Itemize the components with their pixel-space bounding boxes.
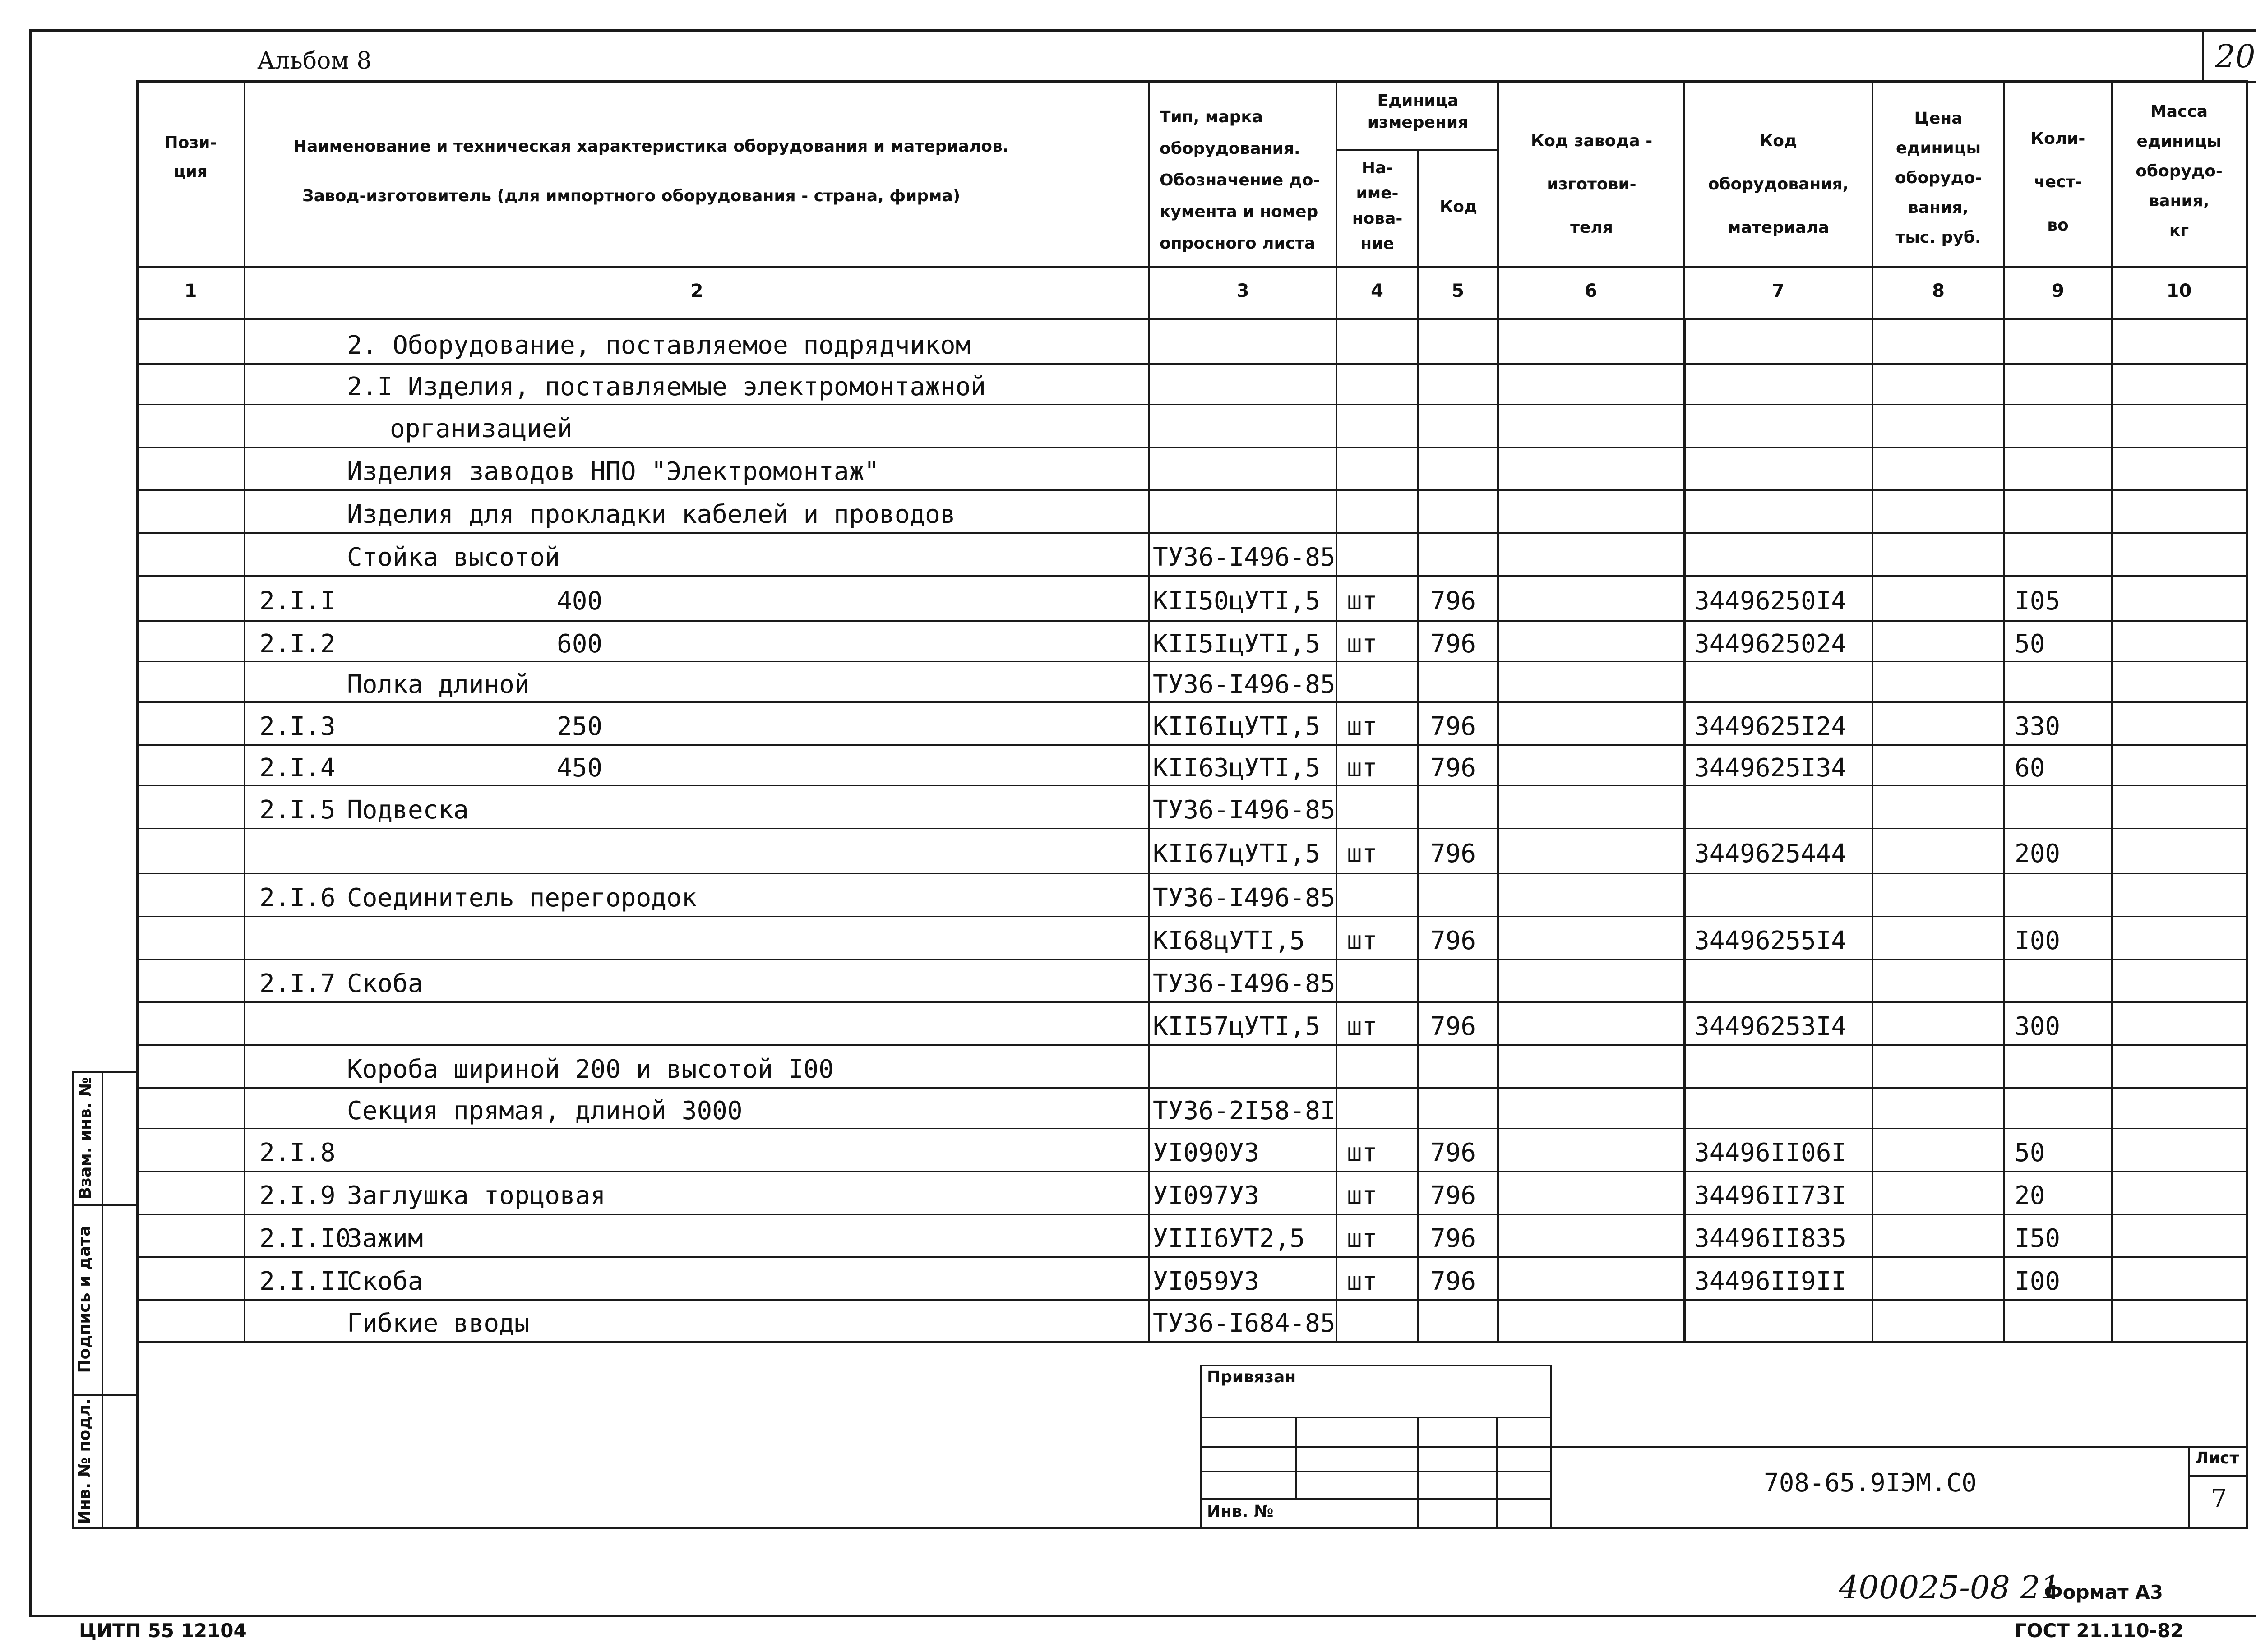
header-quantity: Коли- чест- во (2030, 129, 2085, 235)
unit-name-cell: шт (1347, 1011, 1378, 1041)
table-row (0, 1044, 2256, 1087)
table-row (0, 1001, 2256, 1044)
name-cell: Гибкие вводы (347, 1309, 530, 1338)
name-cell: Заглушка торцовая (347, 1181, 606, 1210)
position-cell: 2.I.4 (259, 753, 336, 783)
table-row (0, 744, 2256, 785)
unit-name-cell: шт (1347, 926, 1378, 955)
quantity-cell: 300 (2015, 1011, 2061, 1041)
equipment-code-cell: 3449625I34 (1694, 753, 1847, 783)
unit-code-cell: 796 (1430, 1138, 1476, 1167)
table-row (0, 785, 2256, 828)
name-cell: 400 (557, 586, 603, 616)
column-number: 5 (1452, 281, 1464, 301)
type-cell: ТУ36-I684-85 (1153, 1309, 1336, 1338)
header-unit-group: Единица измерения (1367, 92, 1469, 132)
name-cell: Полка длиной (347, 670, 530, 699)
header-position: Пози- ция (164, 134, 217, 181)
name-cell: 250 (557, 711, 603, 741)
quantity-cell: 20 (2015, 1181, 2045, 1210)
table-row (0, 1128, 2256, 1171)
unit-name-cell: шт (1347, 1181, 1378, 1210)
position-cell: 2.I.8 (259, 1138, 336, 1167)
name-cell: 2. Оборудование, поставляемое подрядчиком (347, 330, 971, 360)
position-cell: 2.I.3 (259, 711, 336, 741)
quantity-cell: 50 (2015, 1138, 2045, 1167)
quantity-cell: 50 (2015, 629, 2045, 659)
position-cell: 2.I.5 (259, 795, 336, 825)
type-cell: УI059У3 (1153, 1266, 1260, 1296)
quantity-cell: 330 (2015, 711, 2061, 741)
position-cell: 2.I.7 (259, 969, 336, 998)
table-row (0, 489, 2256, 532)
table-row (0, 828, 2256, 873)
type-cell: ТУ36-I496-85 (1153, 542, 1336, 572)
footer-gost: ГОСТ 21.110-82 (2015, 1620, 2184, 1642)
column-number: 2 (690, 281, 703, 301)
unit-code-cell: 796 (1430, 586, 1476, 616)
side-label-signature-date: Подпись и дата (75, 1225, 94, 1373)
type-cell: КII6IцУТI,5 (1153, 711, 1320, 741)
quantity-cell: I05 (2015, 586, 2061, 616)
header-price: Цена единицы оборудо- вания, тыс. руб. (1895, 109, 1982, 247)
equipment-code-cell: 34496255I4 (1694, 926, 1847, 955)
quantity-cell: 200 (2015, 839, 2061, 868)
column-number: 10 (2166, 281, 2192, 301)
quantity-cell: I00 (2015, 1266, 2061, 1296)
type-cell: КII50цУТI,5 (1153, 586, 1320, 616)
unit-code-cell: 796 (1430, 1011, 1476, 1041)
unit-name-cell: шт (1347, 753, 1378, 783)
unit-name-cell: шт (1347, 1223, 1378, 1253)
column-number: 7 (1772, 281, 1784, 301)
equipment-code-cell: 34496II06I (1694, 1138, 1847, 1167)
type-cell: ТУ36-I496-85 (1153, 883, 1336, 913)
unit-name-cell: шт (1347, 839, 1378, 868)
format-label: Формат А3 (2044, 1581, 2163, 1603)
equipment-code-cell: 34496253I4 (1694, 1011, 1847, 1041)
header-name: Наименование и техническая характеристика оборудования и материалов. Завод-изготовитель (для импортного оборудования - страна, фирма) (293, 137, 1009, 205)
unit-name-cell: шт (1347, 711, 1378, 741)
column-number: 1 (184, 281, 197, 301)
table-row (0, 447, 2256, 489)
equipment-code-cell: 34496II835 (1694, 1223, 1847, 1253)
unit-code-cell: 796 (1430, 926, 1476, 955)
table-row (0, 916, 2256, 959)
column-number: 8 (1932, 281, 1945, 301)
name-cell: Стойка высотой (347, 542, 560, 572)
equipment-code-cell: 3449625444 (1694, 839, 1847, 868)
unit-code-cell: 796 (1430, 629, 1476, 659)
name-cell: 600 (557, 629, 603, 659)
unit-code-cell: 796 (1430, 753, 1476, 783)
unit-code-cell: 796 (1430, 1223, 1476, 1253)
table-row (0, 661, 2256, 701)
name-cell: Изделия для прокладки кабелей и проводов (347, 499, 956, 529)
type-cell: КII5IцУТI,5 (1153, 629, 1320, 659)
sheet-label: Лист (2195, 1449, 2239, 1467)
stamp-attached-label: Привязан (1207, 1368, 1296, 1386)
name-cell: Соединитель перегородок (347, 883, 697, 913)
header-mass: Масса единицы оборудо- вания, кг (2136, 102, 2223, 240)
document-code: 708-65.9IЭМ.C0 (1763, 1468, 1977, 1498)
equipment-code-cell: 3449625I24 (1694, 711, 1847, 741)
unit-code-cell: 796 (1430, 839, 1476, 868)
header-factory-code: Код завода - изготови- теля (1530, 132, 1653, 237)
name-cell: Скоба (347, 969, 423, 998)
header-unit-name: На- име- нова- ние (1352, 159, 1403, 253)
name-cell: Короба шириной 200 и высотой I00 (347, 1054, 834, 1084)
type-cell: ТУ36-I496-85 (1153, 969, 1336, 998)
equipment-code-cell: 3449625024 (1694, 629, 1847, 659)
quantity-cell: 60 (2015, 753, 2045, 783)
column-number: 4 (1371, 281, 1383, 301)
quantity-cell: I50 (2015, 1223, 2061, 1253)
name-cell: Секция прямая, длиной 3000 (347, 1096, 743, 1126)
position-cell: 2.I.9 (259, 1181, 336, 1210)
quantity-cell: I00 (2015, 926, 2061, 955)
table-row (0, 1256, 2256, 1299)
unit-name-cell: шт (1347, 1138, 1378, 1167)
page-number: 20 (2215, 38, 2256, 75)
column-number: 9 (2052, 281, 2064, 301)
type-cell: ТУ36-2I58-8I (1153, 1096, 1336, 1126)
position-cell: 2.I.II (259, 1266, 351, 1296)
column-number: 6 (1585, 281, 1597, 301)
table-row (0, 1171, 2256, 1214)
table-row (0, 873, 2256, 916)
position-cell: 2.I.2 (259, 629, 336, 659)
page-number-box (2202, 32, 2256, 83)
header-unit-code: Код (1439, 198, 1478, 216)
type-cell: УIII6УТ2,5 (1153, 1223, 1305, 1253)
table-row (0, 1214, 2256, 1256)
unit-code-cell: 796 (1430, 1181, 1476, 1210)
table-row (0, 320, 2256, 363)
equipment-code-cell: 34496II73I (1694, 1181, 1847, 1210)
table-row (0, 959, 2256, 1001)
name-cell: Скоба (347, 1266, 423, 1296)
header-type: Тип, марка оборудования. Обозначение до- кумента и номер опросного листа (1160, 108, 1320, 253)
name-cell: 450 (557, 753, 603, 783)
name-cell: Зажим (347, 1223, 423, 1253)
equipment-code-cell: 34496II9II (1694, 1266, 1847, 1296)
side-label-original-inv: Инв. № подл. (75, 1398, 94, 1524)
unit-name-cell: шт (1347, 586, 1378, 616)
type-cell: КII63цУТI,5 (1153, 753, 1320, 783)
position-cell: 2.I.I (259, 586, 336, 616)
type-cell: ТУ36-I496-85 (1153, 670, 1336, 699)
unit-code-cell: 796 (1430, 1266, 1476, 1296)
unit-name-cell: шт (1347, 629, 1378, 659)
type-cell: ТУ36-I496-85 (1153, 795, 1336, 825)
equipment-code-cell: 34496250I4 (1694, 586, 1847, 616)
table-row (0, 620, 2256, 661)
table-row (0, 532, 2256, 575)
type-cell: КII67цУТI,5 (1153, 839, 1320, 868)
stamp-inv-label: Инв. № (1207, 1502, 1274, 1521)
type-cell: КI68цУТI,5 (1153, 926, 1305, 955)
table-row (0, 404, 2256, 447)
side-label-replacement: Взам. инв. № (76, 1077, 95, 1200)
type-cell: УI097У3 (1153, 1181, 1260, 1210)
name-cell: Подвеска (347, 795, 469, 825)
table-row (0, 701, 2256, 744)
table-row (0, 363, 2256, 404)
header-equipment-code: Код оборудования, материала (1708, 132, 1849, 237)
position-cell: 2.I.6 (259, 883, 336, 913)
table-row (0, 1299, 2256, 1341)
table-row (0, 1087, 2256, 1128)
name-cell: организацией (390, 414, 573, 443)
sheet-number: 7 (2211, 1484, 2227, 1514)
unit-code-cell: 796 (1430, 711, 1476, 741)
type-cell: УI090У3 (1153, 1138, 1260, 1167)
footer-left-code: ЦИТП 55 12104 (79, 1620, 247, 1642)
column-number: 3 (1236, 281, 1249, 301)
name-cell: 2.I Изделия, поставляемые электромонтажной (347, 372, 986, 401)
album-title: Альбом 8 (257, 47, 372, 74)
position-cell: 2.I.I0 (259, 1223, 351, 1253)
name-cell: Изделия заводов НПО "Электромонтаж" (347, 457, 880, 486)
handwritten-number: 400025-08 21 (1839, 1569, 2061, 1606)
unit-name-cell: шт (1347, 1266, 1378, 1296)
type-cell: КII57цУТI,5 (1153, 1011, 1320, 1041)
table-row (0, 575, 2256, 620)
